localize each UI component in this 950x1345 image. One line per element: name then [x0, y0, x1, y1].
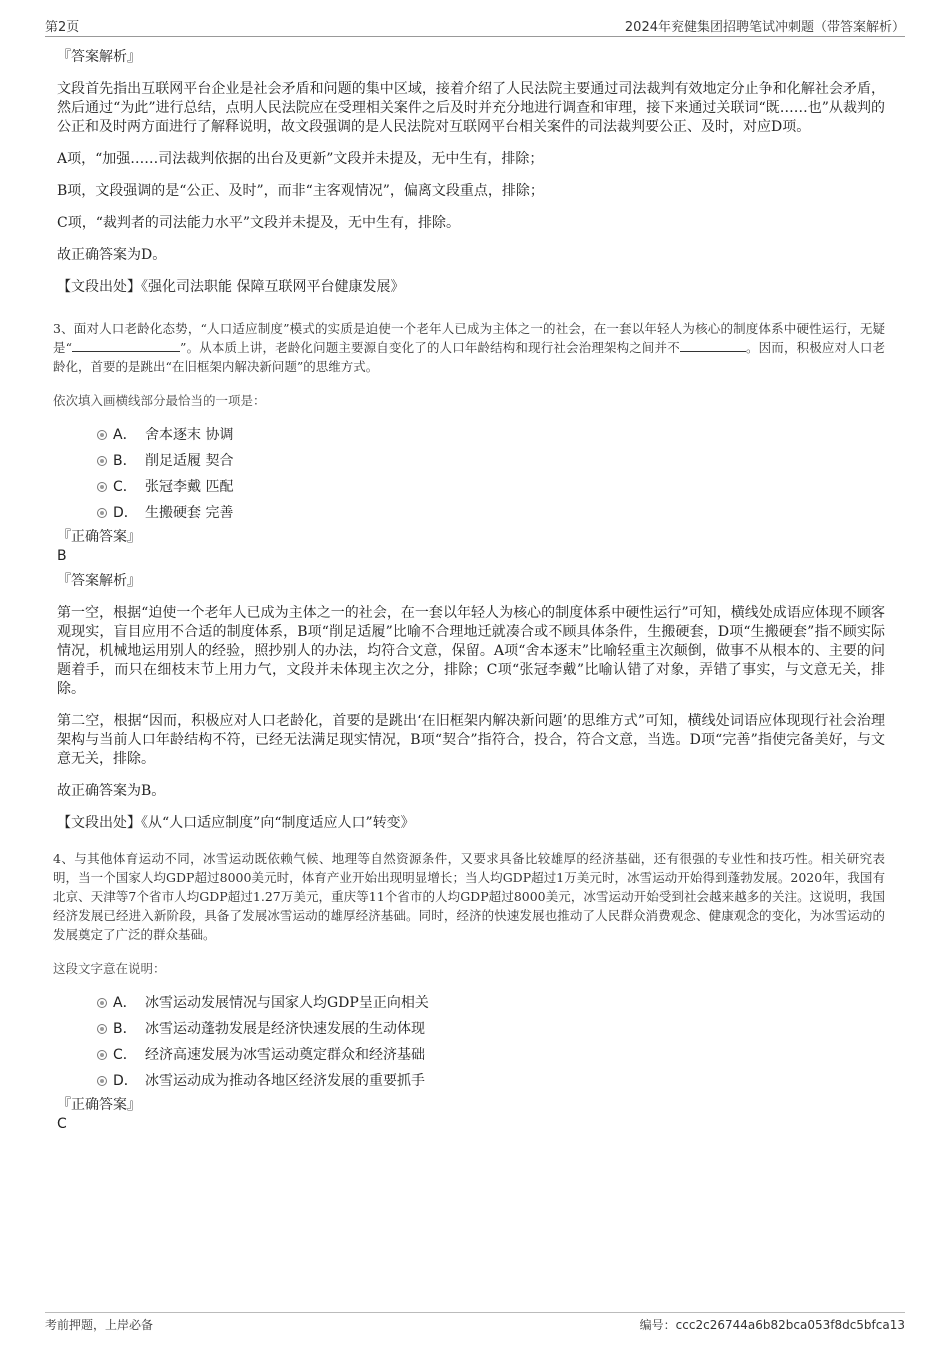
question-prompt: 这段文字意在说明： — [53, 961, 166, 976]
correct-answer-label: 『正确答案』 — [57, 529, 141, 545]
question-4 — [53, 849, 885, 1134]
analysis-paragraph: B项，文段强调的是“公正、及时”，而非“主客观情况”，偏离文段重点，排除； — [57, 183, 544, 199]
analysis-paragraph: A项，“加强……司法裁判依据的出台及更新”文段并未提及，无中生有，排除； — [57, 151, 544, 167]
option-b[interactable]: B． 冰雪运动蓬勃发展是经济快速发展的生动体现 — [57, 1018, 885, 1044]
fill-blank-1 — [72, 339, 180, 352]
footer-slogan: 考前押题，上岸必备 — [45, 1318, 154, 1332]
option-c[interactable]: C． 经济高速发展为冰雪运动奠定群众和经济基础 — [57, 1044, 885, 1070]
analysis-label: 『答案解析』 — [57, 49, 141, 65]
correct-answer: B — [57, 548, 67, 564]
radio-icon[interactable] — [97, 998, 107, 1008]
fill-blank-2 — [680, 339, 746, 352]
analysis-conclusion: 故正确答案为D。 — [57, 247, 167, 263]
radio-icon[interactable] — [97, 456, 107, 466]
answer-options — [57, 424, 885, 528]
radio-icon[interactable] — [97, 1076, 107, 1086]
correct-answer-label: 『正确答案』 — [57, 1097, 141, 1113]
question-stem: 4、与其他体育运动不同，冰雪运动既依赖气候、地理等自然资源条件，又要求具备比较雄厚的经济基础，还有很强的专业性和技巧性。相关研究表明，当一个国家人均GDP超过8000美元时，体育产业开始出现明显增长；当人均GDP超过1万美元时，冰雪运动开始得到蓬勃发展。2020年，我国有北京、天津等7个省市人均GDP超过1.27万美元，重庆等11个省市的人均GDP超过8000美元，冰雪运动开始受到社会越来越多的关注。这说明，我国经济发展已经进入新阶段，具备了发展冰雪运动的雄厚经济基础。同时，经济的快速发展也推动了人民群众消费观念、健康观念的变化，为冰雪运动的发展奠定了广泛的群众基础。 — [53, 851, 885, 942]
document-title: 2024年兖健集团招聘笔试冲刺题（带答案解析） — [624, 20, 905, 35]
analysis-paragraph: C项，“裁判者的司法能力水平”文段并未提及，无中生有，排除。 — [57, 215, 461, 231]
question-3 — [53, 319, 885, 833]
question-stem: 3、面对人口老龄化态势，“人口适应制度”模式的实质是迫使一个老年人已成为主体之一的社会，在一套以年轻人为核心的制度体系中硬性运行，无疑是“ ”。从本质上讲，老龄化问题主要源自变化了的人口年龄结构和现行社会治理架构之间并不 。因而，积极应对人口老龄化，首要的是跳出“在旧框架内解决新问题”的思维方式。 — [53, 321, 885, 374]
radio-icon[interactable] — [97, 430, 107, 440]
option-a[interactable]: A． 舍本逐末 协调 — [57, 424, 885, 450]
page-number: 第2页 — [45, 20, 80, 35]
option-c[interactable]: C． 张冠李戴 匹配 — [57, 476, 885, 502]
radio-icon[interactable] — [97, 482, 107, 492]
analysis-conclusion: 故正确答案为B。 — [57, 783, 166, 799]
page-footer — [45, 1312, 905, 1333]
option-d[interactable]: D． 冰雪运动成为推动各地区经济发展的重要抓手 — [57, 1070, 885, 1096]
page-content — [53, 48, 885, 1140]
analysis-label: 『答案解析』 — [57, 573, 141, 589]
option-b[interactable]: B． 削足适履 契合 — [57, 450, 885, 476]
analysis-paragraph: 第一空，根据“迫使一个老年人已成为主体之一的社会，在一套以年轻人为核心的制度体系中硬性运行”可知，横线处成语应体现不顾客观现实，盲目应用不合适的制度体系，B项“削足适履”比喻不合理地迁就凑合或不顾具体条件，生搬硬套，D项“生搬硬套”指不顾实际情况，机械地运用别人的经验，照抄别人的办法，均符合文意，保留。A项“舍本逐末”比喻轻重主次颠倒，做事不从根本的、主要的问题着手，而只在细枝末节上用力气，文段并未体现主次之分，排除；C项“张冠李戴”比喻认错了对象，弄错了事实，与文意无关，排除。 — [57, 605, 885, 697]
source-citation: 【文段出处】《从“人口适应制度”向“制度适应人口”转变》 — [57, 815, 415, 831]
question-2-analysis — [57, 48, 885, 297]
analysis-paragraph: 第二空，根据“因而，积极应对人口老龄化，首要的是跳出‘在旧框架内解决新问题’的思维方式”可知，横线处词语应体现现行社会治理架构与当前人口年龄结构不符，已经无法满足现实情况，B项“契合”指符合，投合，符合文意，当选。D项“完善”指使完备美好，与文意无关，排除。 — [57, 713, 885, 767]
option-d[interactable]: D． 生搬硬套 完善 — [57, 502, 885, 528]
document-id: 编号：ccc2c26744a6b82bca053f8dc5bfca13 — [639, 1318, 905, 1332]
analysis-paragraph: 文段首先指出互联网平台企业是社会矛盾和问题的集中区域，接着介绍了人民法院主要通过司法裁判有效地定分止争和化解社会矛盾，然后通过“为此”进行总结，点明人民法院应在受理相关案件之后及时并充分地进行调查和审理，接下来通过关联词“既……也”从裁判的公正和及时两方面进行了解释说明，故文段强调的是人民法院对互联网平台相关案件的司法裁判要公正、及时，对应D项。 — [57, 81, 885, 135]
source-citation: 【文段出处】《强化司法职能 保障互联网平台健康发展》 — [57, 279, 405, 295]
correct-answer: C — [57, 1116, 67, 1132]
option-a[interactable]: A． 冰雪运动发展情况与国家人均GDP呈正向相关 — [57, 992, 885, 1018]
radio-icon[interactable] — [97, 1024, 107, 1034]
page-header — [45, 14, 905, 37]
radio-icon[interactable] — [97, 1050, 107, 1060]
radio-icon[interactable] — [97, 508, 107, 518]
answer-options — [57, 992, 885, 1096]
question-prompt: 依次填入画横线部分最恰当的一项是： — [53, 393, 266, 408]
